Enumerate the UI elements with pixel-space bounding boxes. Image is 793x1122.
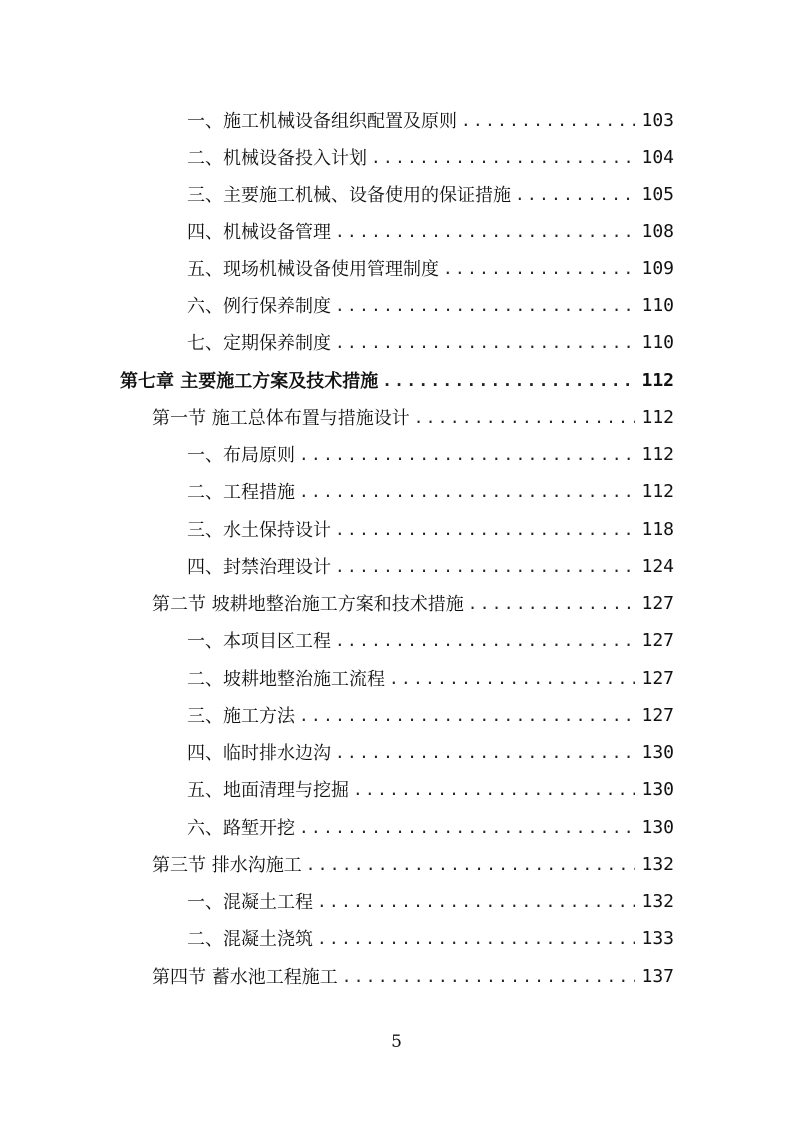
toc-entry-label: 二、机械设备投入计划: [187, 148, 367, 169]
toc-entry-page: 109: [641, 257, 674, 279]
toc-dot-leader: [299, 445, 635, 464]
toc-entry-page: 137: [641, 965, 674, 987]
toc-entry-label: 第一节 施工总体布置与措施设计: [152, 408, 410, 429]
toc-entry-page: 127: [641, 592, 674, 614]
toc-entry-page: 112: [641, 480, 674, 502]
toc-entry-page: 110: [641, 294, 674, 316]
page-number: 5: [391, 1032, 402, 1052]
toc-dot-leader: [382, 371, 635, 390]
toc-entry-label: 四、临时排水边沟: [187, 743, 331, 764]
toc-entry-label: 四、封禁治理设计: [187, 557, 331, 578]
toc-dot-leader: [389, 669, 635, 688]
toc-dot-leader: [468, 594, 636, 613]
toc-dot-leader: [335, 222, 635, 241]
toc-entry[interactable]: [187, 253, 674, 283]
toc-dot-leader: [335, 743, 635, 762]
toc-dot-leader: [443, 259, 635, 278]
toc-entry-label: 二、工程措施: [187, 482, 295, 503]
toc-entry-page: 112: [641, 443, 674, 465]
toc-entry-label: 六、例行保养制度: [187, 296, 331, 317]
toc-entry-label: 第二节 坡耕地整治施工方案和技术措施: [152, 594, 464, 615]
toc-entry-page: 112: [641, 406, 674, 428]
toc-entry[interactable]: [187, 663, 674, 693]
toc-entry[interactable]: [187, 142, 674, 172]
toc-section-entry[interactable]: [152, 402, 674, 432]
toc-entry-label: 第七章 主要施工方案及技术措施: [120, 371, 379, 392]
toc-dot-leader: [515, 185, 635, 204]
toc-chapter-entry[interactable]: [120, 365, 674, 395]
toc-entry[interactable]: [187, 886, 674, 916]
toc-entry[interactable]: [187, 290, 674, 320]
toc-entry-page: 130: [641, 816, 674, 838]
toc-entry[interactable]: [187, 105, 674, 135]
toc-entry-page: 130: [641, 778, 674, 800]
toc-entry-label: 二、混凝土浇筑: [187, 929, 313, 950]
toc-dot-leader: [299, 706, 635, 725]
toc-entry-page: 127: [641, 667, 674, 689]
toc-dot-leader: [299, 818, 635, 837]
toc-entry-label: 三、施工方法: [187, 706, 295, 727]
toc-entry[interactable]: [187, 327, 674, 357]
toc-dot-leader: [317, 929, 635, 948]
toc-entry-label: 二、坡耕地整治施工流程: [187, 669, 385, 690]
toc-entry[interactable]: [187, 625, 674, 655]
toc-dot-leader: [353, 780, 635, 799]
toc-entry[interactable]: [187, 439, 674, 469]
toc-entry-page: 118: [641, 518, 674, 540]
toc-dot-leader: [461, 111, 635, 130]
toc-entry[interactable]: [187, 514, 674, 544]
toc-section-entry[interactable]: [152, 961, 674, 991]
toc-entry[interactable]: [187, 700, 674, 730]
toc-entry-page: 132: [641, 853, 674, 875]
toc-dot-leader: [342, 967, 636, 986]
toc-dot-leader: [317, 892, 635, 911]
toc-entry[interactable]: [187, 774, 674, 804]
toc-dot-leader: [414, 408, 636, 427]
toc-entry[interactable]: [187, 179, 674, 209]
toc-entry-label: 三、主要施工机械、设备使用的保证措施: [187, 185, 511, 206]
toc-entry[interactable]: [187, 923, 674, 953]
toc-dot-leader: [335, 631, 635, 650]
toc-entry-page: 108: [641, 220, 674, 242]
toc-entry-label: 一、布局原则: [187, 445, 295, 466]
toc-dot-leader: [371, 148, 635, 167]
toc-entry-label: 第四节 蓄水池工程施工: [152, 967, 338, 988]
toc-entry-page: 112: [641, 369, 674, 391]
toc-dot-leader: [335, 520, 635, 539]
toc-entry[interactable]: [187, 216, 674, 246]
toc-entry[interactable]: [187, 812, 674, 842]
toc-entry-label: 六、路堑开挖: [187, 818, 295, 839]
toc-entry-label: 四、机械设备管理: [187, 222, 331, 243]
toc-entry-label: 第三节 排水沟施工: [152, 855, 302, 876]
toc-entry-page: 130: [641, 741, 674, 763]
toc-entry-page: 104: [641, 146, 674, 168]
toc-entry-page: 127: [641, 629, 674, 651]
toc-entry-page: 124: [641, 555, 674, 577]
toc-entry[interactable]: [187, 737, 674, 767]
toc-entry-label: 一、本项目区工程: [187, 631, 331, 652]
toc-entry-page: 127: [641, 704, 674, 726]
toc-entry-label: 五、现场机械设备使用管理制度: [187, 259, 439, 280]
toc-entry-page: 105: [641, 183, 674, 205]
toc-dot-leader: [335, 557, 635, 576]
toc-dot-leader: [335, 296, 635, 315]
toc-entry-page: 133: [641, 927, 674, 949]
toc-entry-label: 一、混凝土工程: [187, 892, 313, 913]
toc-entry-label: 三、水土保持设计: [187, 520, 331, 541]
toc-entry[interactable]: [187, 476, 674, 506]
toc-entry-label: 一、施工机械设备组织配置及原则: [187, 111, 457, 132]
toc-entry-label: 七、定期保养制度: [187, 333, 331, 354]
toc-dot-leader: [335, 333, 635, 352]
toc-entry-label: 五、地面清理与挖掘: [187, 780, 349, 801]
toc-dot-leader: [306, 855, 636, 874]
toc-entry-page: 132: [641, 890, 674, 912]
toc-section-entry[interactable]: [152, 588, 674, 618]
toc-entry-page: 110: [641, 331, 674, 353]
toc-entry-page: 103: [641, 109, 674, 131]
toc-dot-leader: [299, 482, 635, 501]
toc-section-entry[interactable]: [152, 849, 674, 879]
toc-entry[interactable]: [187, 551, 674, 581]
